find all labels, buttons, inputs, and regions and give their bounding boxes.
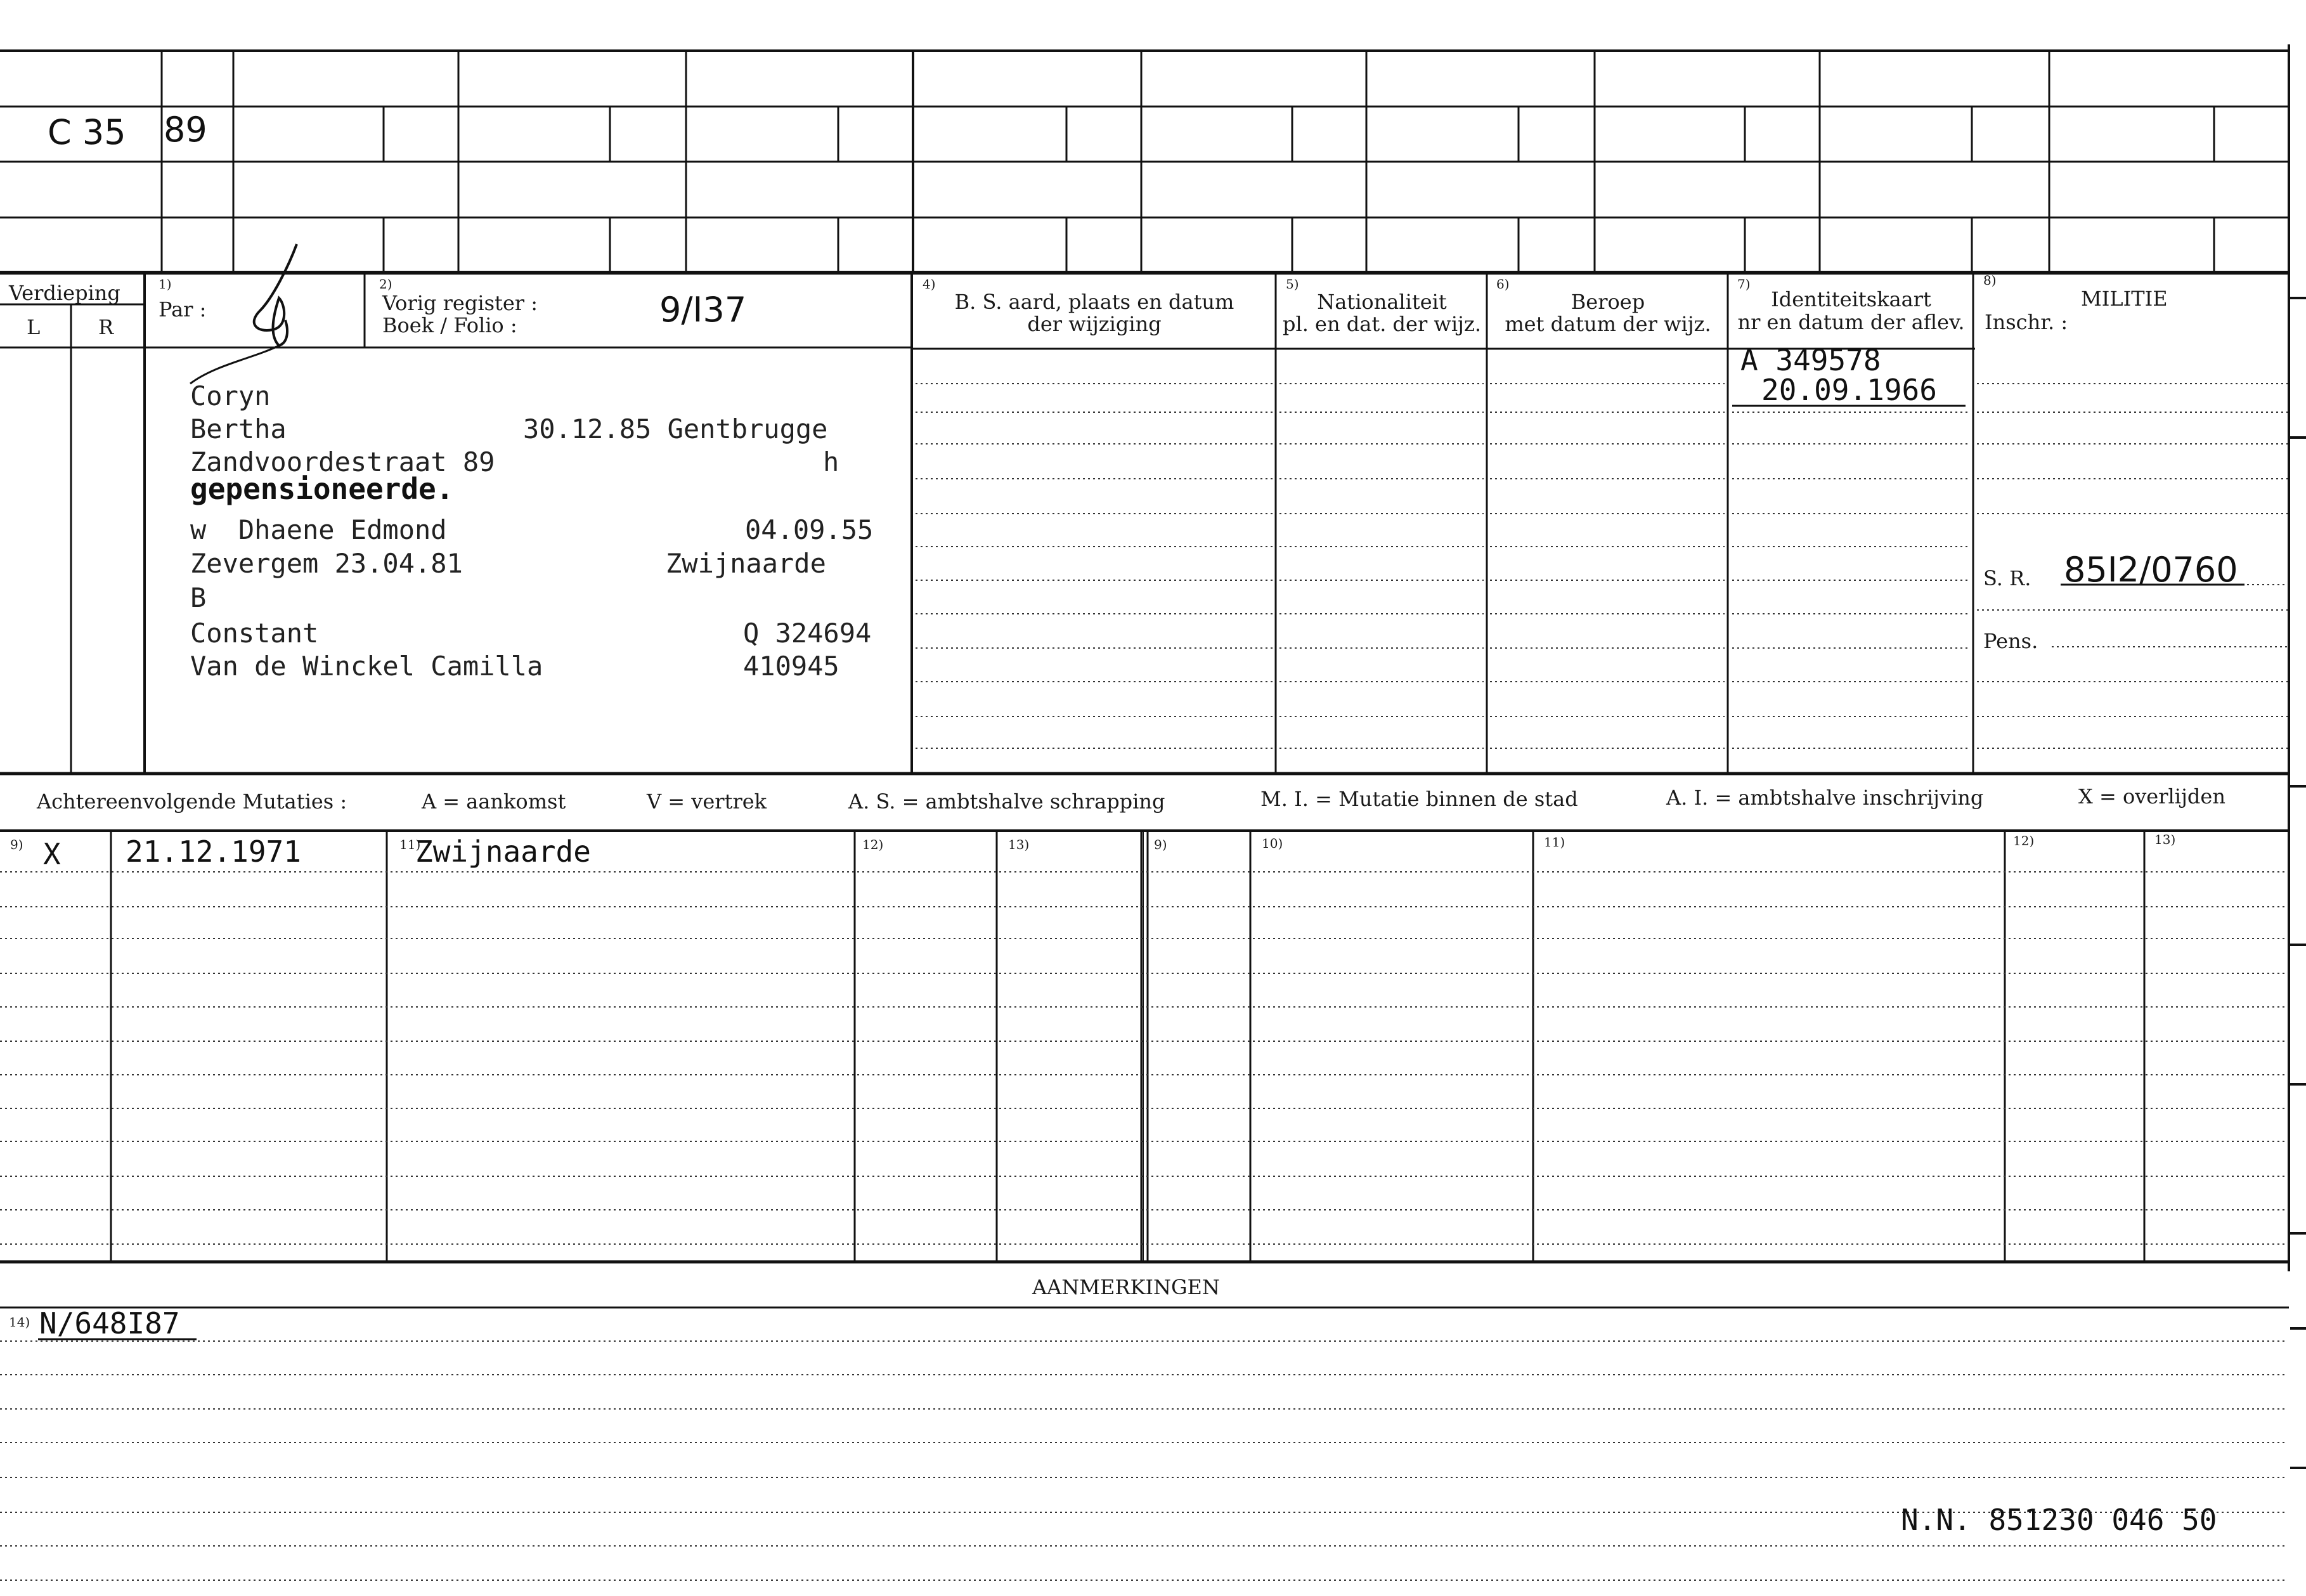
person-birth: 30.12.85 Gentbrugge bbox=[523, 413, 828, 444]
person-van-de-winckel: Van de Winckel Camilla bbox=[190, 651, 543, 682]
mut-col-11b: 11) bbox=[1544, 834, 1565, 850]
header-boek-folio: Boek / Folio : bbox=[382, 313, 517, 337]
mut-col-12b: 12) bbox=[2013, 833, 2035, 848]
header-id-line1: Identiteitskaart bbox=[1771, 287, 1931, 311]
mut-col-10b: 10) bbox=[1262, 836, 1283, 851]
header-inschr: Inschr. : bbox=[1985, 310, 2068, 334]
legend-as: A. S. = ambtshalve schrapping bbox=[848, 789, 1165, 814]
header-beroep-line2: met datum der wijz. bbox=[1505, 312, 1711, 336]
header-num-8: 8) bbox=[1983, 273, 1997, 288]
register-value: 9/I37 bbox=[659, 290, 747, 330]
header-num-4: 4) bbox=[923, 276, 936, 292]
header-par: Par : bbox=[159, 297, 207, 321]
legend-x: X = overlijden bbox=[2078, 784, 2225, 808]
remarks-value: N/648I87 bbox=[39, 1306, 180, 1340]
par-handwritten-mark bbox=[254, 244, 297, 346]
legend-mi: M. I. = Mutatie binnen de stad bbox=[1260, 787, 1578, 811]
person-address-mark: h bbox=[823, 446, 839, 477]
person-address: Zandvoordestraat 89 bbox=[190, 446, 495, 477]
code-right: 89 bbox=[164, 110, 207, 150]
militie-pens-label: Pens. bbox=[1983, 629, 2038, 653]
id-card-number: A 349578 bbox=[1740, 343, 1881, 377]
code-left: C 35 bbox=[48, 112, 126, 152]
person-spouse-place: Zwijnaarde bbox=[666, 548, 826, 579]
militie-sr-label: S. R. bbox=[1983, 566, 2031, 590]
header-num-7: 7) bbox=[1737, 276, 1751, 292]
header-militie: MILITIE bbox=[2081, 287, 2168, 311]
header-num-2: 2) bbox=[379, 276, 392, 292]
id-card-date: 20.09.1966 bbox=[1761, 373, 1937, 407]
mut-col-9b: 9) bbox=[1154, 837, 1167, 852]
header-num-6: 6) bbox=[1496, 276, 1510, 292]
mutation-date: 21.12.1971 bbox=[126, 834, 301, 869]
header-id-line2: nr en datum der aflev. bbox=[1737, 310, 1965, 334]
mut-col-13: 13) bbox=[1008, 837, 1030, 852]
mutation-place: Zwijnaarde bbox=[415, 834, 591, 869]
header-bs-line1: B. S. aard, plaats en datum bbox=[954, 290, 1234, 314]
legend-title: Achtereenvolgende Mutaties : bbox=[37, 789, 347, 814]
mut-col-12: 12) bbox=[862, 837, 884, 852]
header-nat-line2: pl. en dat. der wijz. bbox=[1282, 312, 1481, 336]
header-verdieping: Verdieping bbox=[9, 281, 120, 305]
person-constant-code: Q 324694 bbox=[743, 618, 872, 649]
mut-col-11: 11) bbox=[399, 837, 421, 852]
person-constant: Constant bbox=[190, 618, 319, 649]
person-line-b: B bbox=[190, 582, 207, 613]
remarks-title: AANMERKINGEN bbox=[1032, 1275, 1220, 1299]
header-num-5: 5) bbox=[1286, 276, 1299, 292]
header-beroep-line1: Beroep bbox=[1571, 290, 1645, 314]
header-vorig-register: Vorig register : bbox=[382, 291, 538, 315]
mut-col-9: 9) bbox=[10, 837, 23, 852]
legend-v: V = vertrek bbox=[647, 789, 767, 814]
mutation-type: X bbox=[43, 837, 61, 871]
header-r: R bbox=[98, 315, 114, 339]
militie-sr-value: 85I2/0760 bbox=[2064, 550, 2238, 590]
national-number: N.N. 851230 046 50 bbox=[1901, 1503, 2217, 1537]
legend-a: A = aankomst bbox=[422, 789, 566, 814]
person-surname: Coryn bbox=[190, 380, 271, 412]
header-num-1: 1) bbox=[159, 276, 172, 292]
person-occupation: gepensioneerde. bbox=[190, 472, 454, 506]
person-firstname: Bertha bbox=[190, 413, 287, 444]
header-l: L bbox=[27, 315, 41, 339]
person-spouse-date: 04.09.55 bbox=[745, 514, 874, 545]
person-spouse: w Dhaene Edmond bbox=[190, 514, 447, 545]
legend-ai: A. I. = ambtshalve inschrijving bbox=[1666, 786, 1984, 810]
mut-col-13b: 13) bbox=[2154, 832, 2176, 847]
person-van-de-winckel-code: 410945 bbox=[743, 651, 839, 682]
person-spouse-birth: Zevergem 23.04.81 bbox=[190, 548, 463, 579]
header-nat-line1: Nationaliteit bbox=[1317, 290, 1447, 314]
header-bs-line2: der wijziging bbox=[1027, 312, 1162, 336]
remarks-num-14: 14) bbox=[9, 1314, 30, 1330]
